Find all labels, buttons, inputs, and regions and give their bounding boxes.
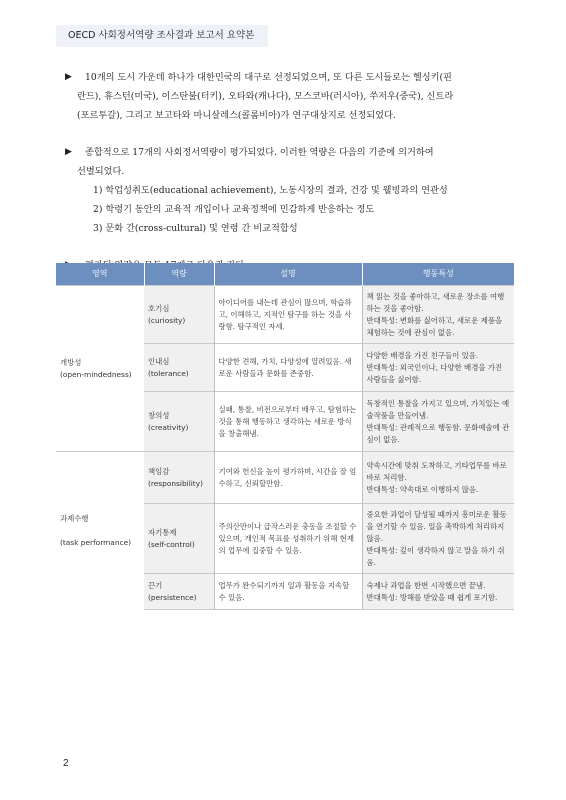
bullet-cities	[65, 68, 520, 87]
competency-cell	[144, 504, 214, 574]
behavior-text: 책 읽는 것을 좋아하고, 새로운 장소를 여행하는 것을 좋아함.	[366, 291, 505, 313]
behavior-cell	[362, 574, 514, 610]
opposite-trait-text: 반대특성: 관례적으로 행동함. 문화예술에 관심이 없음.	[366, 422, 510, 444]
competency-name-en: (creativity)	[148, 422, 189, 432]
description-cell: 기여와 헌신을 높이 평가하며, 시간을 잘 엄수하고, 신뢰할만함.	[214, 452, 362, 504]
behavior-text: 독창적인 통찰을 가지고 있으며, 가치있는 예술작품을 만들어냄.	[366, 398, 510, 420]
behavior-text: 다양한 배경을 가진 친구들이 있음.	[366, 350, 479, 360]
competency-name-en: (responsibility)	[148, 478, 203, 488]
competency-cell	[144, 344, 214, 392]
area-cell-open-mindedness	[56, 286, 144, 452]
header-area: 영역	[56, 263, 144, 286]
text-line: 종합적으로 17개의 사회정서역량이 평가되었다. 이러한 역량은 다음의 기준에 의거하여	[85, 147, 434, 158]
header-description: 설명	[214, 263, 362, 286]
competency-cell	[144, 452, 214, 504]
behavior-cell	[362, 504, 514, 574]
description-cell: 주의산만이나 급작스러운 충동을 조절할 수 있으며, 개인적 목표를 성취하기 위해 현재의 업무에 집중할 수 있음.	[214, 504, 362, 574]
area-name: 과제수행	[60, 513, 89, 523]
table-row	[56, 286, 514, 344]
bullet-marker-icon: ▶	[65, 72, 72, 82]
description-cell: 실패, 통찰, 비전으로부터 배우고, 탐험하는 것을 통해 행동하고 생각하는 새로운 방식을 창출해냄.	[214, 392, 362, 452]
body-text	[65, 68, 520, 275]
opposite-trait-text: 반대특성: 깊이 생각하지 않고 말을 하기 쉬움.	[366, 545, 505, 567]
behavior-text: 중요한 과업이 달성될 때까지 흥미로운 활동을 연기할 수 있음. 일을 촉박하게 처리하지 않음.	[366, 509, 507, 543]
behavior-text: 약속시간에 맞춰 도착하고, 기타업무를 바로바로 처리함.	[366, 460, 507, 482]
competency-name: 창의성	[148, 410, 170, 420]
competency-name-en: (curiosity)	[148, 315, 186, 325]
description-cell: 업무가 완수되기까지 일과 활동을 지속할 수 있음.	[214, 574, 362, 610]
area-cell-task-performance	[56, 452, 144, 610]
header-competency: 역량	[144, 263, 214, 286]
competency-name: 자기통제	[148, 527, 177, 537]
text-line: 선별되었다.	[77, 166, 125, 177]
behavior-cell	[362, 392, 514, 452]
page-number: 2	[63, 758, 69, 769]
text-line: 10개의 도시 가운데 하나가 대한민국의 대구로 선정되었으며, 또 다른 도시들로는 헬싱키(핀	[85, 72, 452, 83]
competency-name-en: (tolerance)	[148, 368, 189, 378]
area-name-en: (open-mindedness)	[60, 369, 132, 379]
bullet-marker-icon: ▶	[65, 147, 72, 157]
header-title: OECD 사회정서역량 조사결과 보고서 요약본	[68, 30, 255, 41]
document-header	[56, 25, 268, 47]
table-row	[56, 452, 514, 504]
opposite-trait-text: 반대특성: 약속대로 이행하지 않음.	[366, 484, 479, 494]
area-name: 개방성	[60, 357, 82, 367]
text-line: 란드), 휴스턴(미국), 이스탄불(터키), 오타와(캐나다), 모스코바(러시아), 쑤저우(중국), 신트라	[77, 91, 454, 102]
competency-cell	[144, 392, 214, 452]
opposite-trait-text: 반대특성: 방해를 받았을 때 쉽게 포기함.	[366, 592, 498, 602]
table-header-row	[56, 263, 514, 286]
competency-name-en: (self-control)	[148, 539, 195, 549]
behavior-cell	[362, 286, 514, 344]
competency-table	[56, 263, 514, 610]
opposite-trait-text: 반대특성: 외국인이나, 다양한 배경을 가진 사람들을 싫어함.	[366, 362, 503, 384]
competency-cell	[144, 574, 214, 610]
competency-name: 인내심	[148, 356, 170, 366]
competency-name-en: (persistence)	[148, 592, 197, 602]
bullet-competencies	[65, 143, 520, 162]
header-behavior: 행동특성	[362, 263, 514, 286]
opposite-trait-text: 반대특성: 변화를 싫어하고, 새로운 제품을 체험하는 것에 관심이 없음.	[366, 315, 503, 337]
criterion-item: 2) 학령기 동안의 교육적 개입이나 교육정책에 민감하게 반응하는 정도	[93, 204, 375, 215]
behavior-cell	[362, 452, 514, 504]
behavior-cell	[362, 344, 514, 392]
criterion-item: 1) 학업성취도(educational achievement), 노동시장의 결과, 건강 및 웰빙과의 연관성	[93, 185, 448, 196]
competency-name: 책임감	[148, 466, 170, 476]
criterion-item: 3) 문화 간(cross-cultural) 및 연령 간 비교적합성	[93, 223, 298, 234]
description-cell: 다양한 견해, 가치, 다양성에 열려있음. 새로운 사람들과 문화를 존중함.	[214, 344, 362, 392]
text-line: (포르투갈), 그리고 보고타와 마니살레스(콜롬비아)가 연구대상지로 선정되었다.	[77, 110, 396, 121]
description-cell: 아이디어를 내는데 관심이 많으며, 학습하고, 이해하고, 지적인 탐구를 하는 것을 사랑함. 탐구적인 자세.	[214, 286, 362, 344]
area-name-en: (task performance)	[60, 537, 132, 547]
competency-cell	[144, 286, 214, 344]
behavior-text: 숙제나 과업을 한번 시작했으면 끝냄.	[366, 580, 486, 590]
competency-name: 끈기	[148, 580, 163, 590]
competency-name: 호기심	[148, 303, 170, 313]
